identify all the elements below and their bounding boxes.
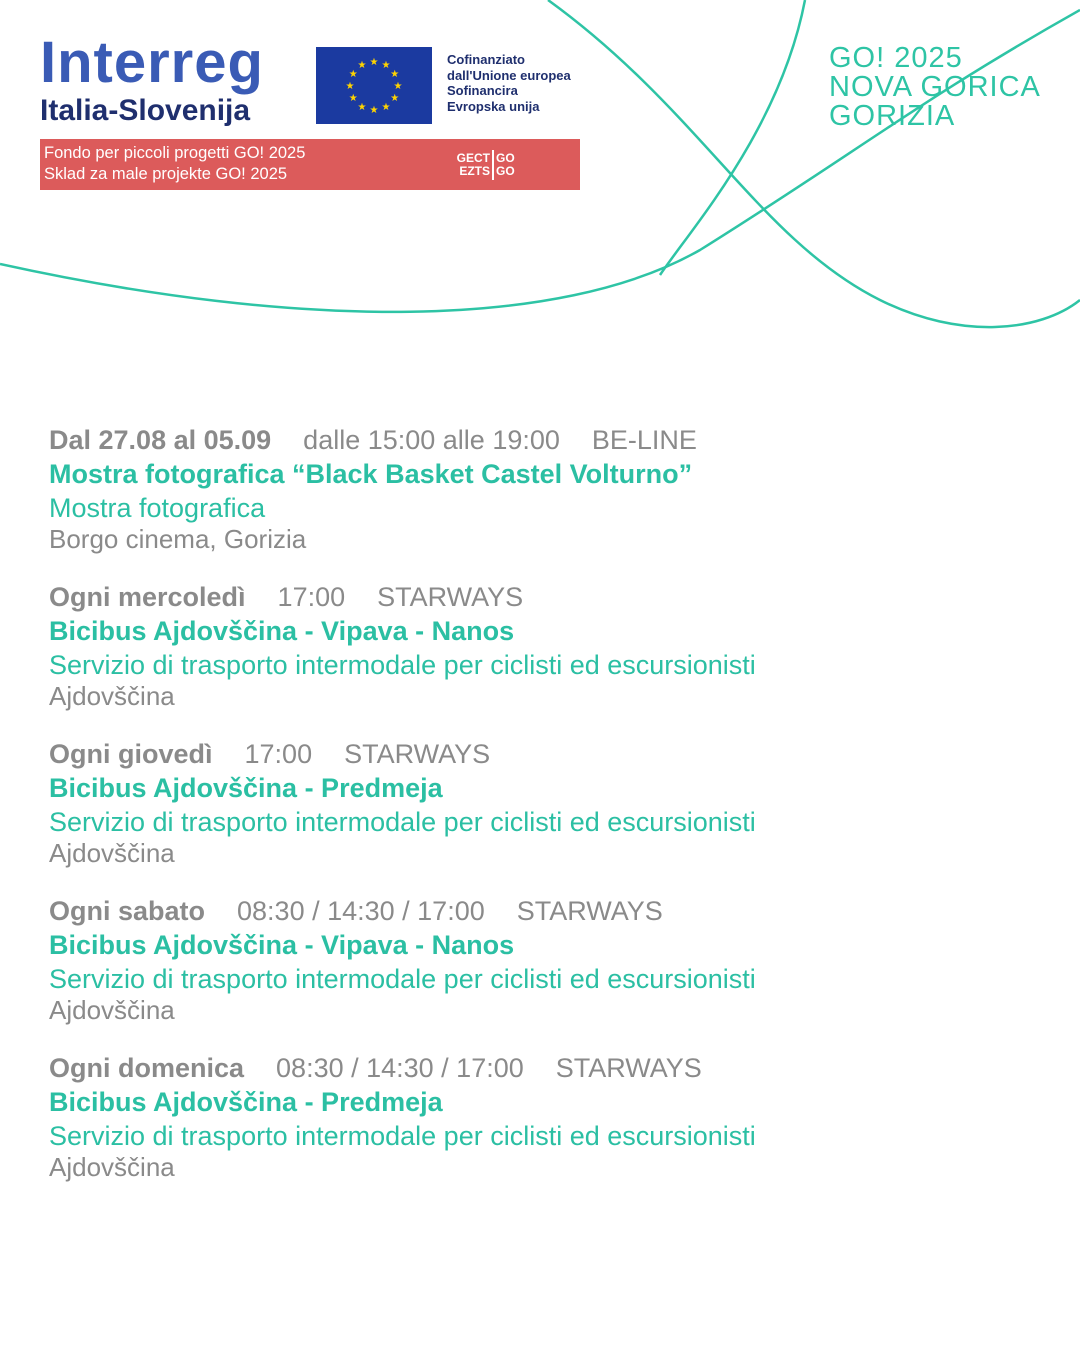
event-meta	[49, 1051, 1049, 1085]
fund-banner-text	[44, 143, 305, 185]
eu-flag-icon	[316, 47, 432, 124]
go2025-logo	[829, 44, 1041, 131]
gect-right-bottom: GO	[496, 164, 515, 178]
event-organizer: STARWAYS	[377, 582, 524, 612]
event-location: Ajdovščina	[49, 1152, 175, 1182]
event-date: Ogni mercoledì	[49, 582, 246, 612]
eu-text-line: dall'Unione europea	[447, 67, 571, 83]
eu-star-icon: ★	[369, 105, 379, 116]
event-location: Borgo cinema, Gorizia	[49, 524, 307, 554]
event-item	[49, 737, 1049, 868]
event-meta	[49, 737, 1049, 771]
event-time: 08:30 / 14:30 / 17:00	[276, 1053, 524, 1083]
event-time: 17:00	[244, 739, 313, 769]
event-title: Mostra fotografica “Black Basket Castel Volturno”	[49, 459, 693, 489]
event-item	[49, 580, 1049, 711]
gect-right	[496, 152, 515, 178]
eu-star-icon: ★	[348, 93, 358, 104]
event-list	[49, 423, 1049, 1208]
event-organizer: BE-LINE	[591, 425, 697, 455]
event-date: Ogni domenica	[49, 1053, 245, 1083]
event-meta	[49, 894, 1049, 928]
event-description: Servizio di trasporto intermodale per ciclisti ed escursionisti	[49, 650, 756, 680]
event-location: Ajdovščina	[49, 995, 175, 1025]
event-organizer: STARWAYS	[344, 739, 491, 769]
event-organizer: STARWAYS	[516, 896, 663, 926]
event-date: Ogni sabato	[49, 896, 206, 926]
eu-star-icon: ★	[369, 57, 379, 68]
event-description: Servizio di trasporto intermodale per ciclisti ed escursionisti	[49, 964, 756, 994]
eu-star-icon: ★	[390, 69, 400, 80]
eu-star-icon: ★	[348, 69, 358, 80]
event-meta	[49, 580, 1049, 614]
eu-stars	[316, 47, 432, 124]
event-item	[49, 1051, 1049, 1182]
gect-divider	[492, 150, 494, 180]
fund-banner-line-it: Fondo per piccoli progetti GO! 2025	[44, 144, 306, 162]
fund-banner-line-sl: Sklad za male projekte GO! 2025	[44, 165, 288, 183]
fund-banner	[40, 139, 580, 190]
gect-left	[448, 152, 490, 178]
gect-left-bottom: EZTS	[459, 164, 490, 178]
event-description: Servizio di trasporto intermodale per ciclisti ed escursionisti	[49, 1121, 756, 1151]
event-organizer: STARWAYS	[555, 1053, 702, 1083]
interreg-wordmark: Interreg	[40, 30, 264, 95]
event-time: 08:30 / 14:30 / 17:00	[237, 896, 485, 926]
go-logo-line: GORIZIA	[829, 100, 956, 132]
event-title: Bicibus Ajdovščina - Predmeja	[49, 1087, 443, 1117]
eu-star-icon: ★	[393, 81, 403, 92]
eu-star-icon: ★	[357, 101, 367, 113]
eu-star-icon: ★	[390, 93, 400, 104]
event-item	[49, 894, 1049, 1025]
event-time: dalle 15:00 alle 19:00	[303, 425, 560, 455]
event-time: 17:00	[277, 582, 346, 612]
eu-star-icon: ★	[357, 60, 367, 72]
gect-logo	[448, 150, 534, 180]
go-logo-line: NOVA GORICA	[829, 71, 1041, 103]
event-date: Ogni giovedì	[49, 739, 213, 769]
decorative-curve-3	[660, 0, 805, 275]
event-title: Bicibus Ajdovščina - Vipava - Nanos	[49, 616, 515, 646]
event-date: Dal 27.08 al 05.09	[49, 425, 272, 455]
eu-text-line: Evropska unija	[447, 98, 540, 114]
event-title: Bicibus Ajdovščina - Predmeja	[49, 773, 443, 803]
event-meta	[49, 423, 1049, 457]
go-logo-line: GO! 2025	[829, 42, 963, 74]
event-location: Ajdovščina	[49, 681, 175, 711]
eu-star-icon: ★	[381, 60, 391, 72]
event-description: Servizio di trasporto intermodale per ciclisti ed escursionisti	[49, 807, 756, 837]
gect-right-top: GO	[496, 151, 515, 165]
interreg-logo	[40, 30, 264, 127]
interreg-subtitle: Italia-Slovenija	[40, 94, 251, 127]
eu-star-icon: ★	[381, 101, 391, 113]
eu-cofunding-text	[447, 52, 571, 114]
event-location: Ajdovščina	[49, 838, 175, 868]
gect-left-top: GECT	[456, 151, 490, 165]
event-title: Bicibus Ajdovščina - Vipava - Nanos	[49, 930, 515, 960]
eu-text-line: Sofinancira	[447, 83, 518, 98]
event-description: Mostra fotografica	[49, 493, 266, 523]
eu-star-icon: ★	[345, 81, 355, 92]
event-item	[49, 423, 1049, 554]
eu-text-line: Cofinanziato	[447, 52, 525, 67]
